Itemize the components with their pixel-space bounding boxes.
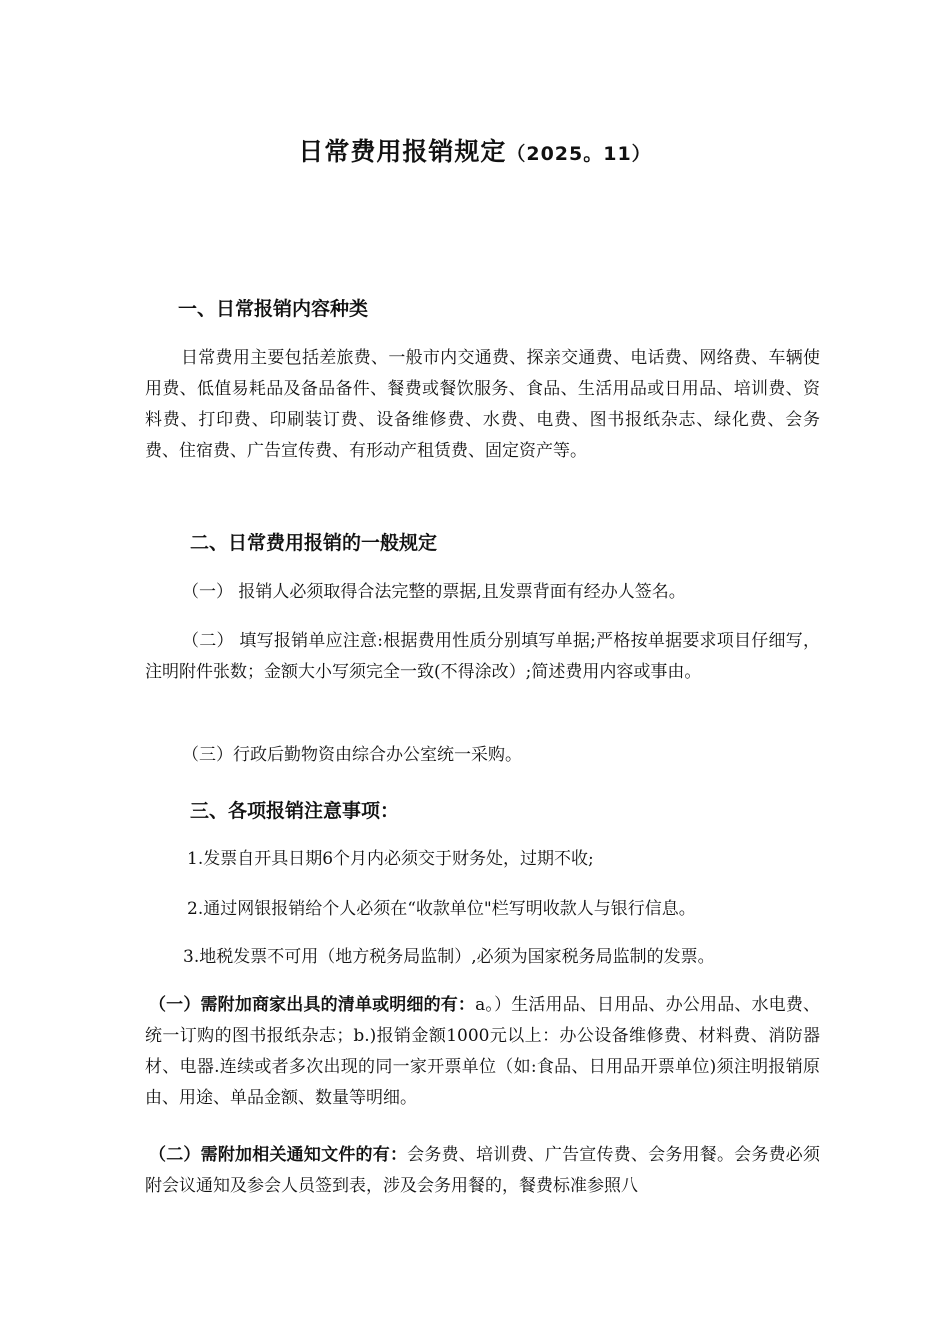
document-title xyxy=(0,132,950,168)
section3-sub1-label: （一）需附加商家出具的清单或明细的有： xyxy=(149,995,476,1015)
section3-note1: 1.发票自开具日期6个月内必须交于财务处，过期不收; xyxy=(187,849,594,869)
section1-heading: 一、日常报销内容种类 xyxy=(178,298,369,320)
title-year: （2025。11） xyxy=(506,143,652,165)
section3-note3: 3.地税发票不可用（地方税务局监制）,必须为国家税务局监制的发票。 xyxy=(183,947,715,967)
title-main: 日常费用报销规定 xyxy=(298,137,507,166)
section3-sub2-text: 会务费、培训费、广告宣传费、会务用餐。会务费必须附会议通知及参会人员签到表，涉及会务用餐的，餐费标准参照八 xyxy=(145,1145,821,1196)
section2-heading: 二、日常费用报销的一般规定 xyxy=(190,532,438,554)
section2-item3: （三）行政后勤物资由综合办公室统一采购。 xyxy=(182,745,522,765)
section3-sub2 xyxy=(145,1140,820,1202)
section2-item1: （一） 报销人必须取得合法完整的票据,且发票背面有经办人签名。 xyxy=(182,582,686,602)
section3-sub2-label: （二）需附加相关通知文件的有： xyxy=(149,1145,408,1165)
section2-item2: （二） 填写报销单应注意:根据费用性质分别填写单据;严格按单据要求项目仔细写，注明附件张数；金额大小写须完全一致(不得涂改）;简述费用内容或事由。 xyxy=(145,631,820,682)
section3-heading: 三、各项报销注意事项： xyxy=(190,800,400,822)
section3-note2: 2.通过网银报销给个人必须在“收款单位"栏写明收款人与银行信息。 xyxy=(187,899,696,919)
section3-sub1 xyxy=(145,990,820,1114)
section3-sub1-text: a。）生活用品、日用品、办公用品、水电费、统一订购的图书报纸杂志；b.)报销金额1000元以上：办公设备维修费、材料费、消防器材、电器.连续或者多次出现的同一家开票单位（如:食品、日用品开票单位)须注明报销原由、用途、单品金额、数量等明细。 xyxy=(145,995,821,1108)
section1-body: 日常费用主要包括差旅费、一般市内交通费、探亲交通费、电话费、网络费、车辆使用费、低值易耗品及备品备件、餐费或餐饮服务、食品、生活用品或日用品、培训费、资料费、打印费、印刷装订费、设备维修费、水费、电费、图书报纸杂志、绿化费、会务费、住宿费、广告宣传费、有形动产租赁费、固定资产等。 xyxy=(145,348,820,461)
